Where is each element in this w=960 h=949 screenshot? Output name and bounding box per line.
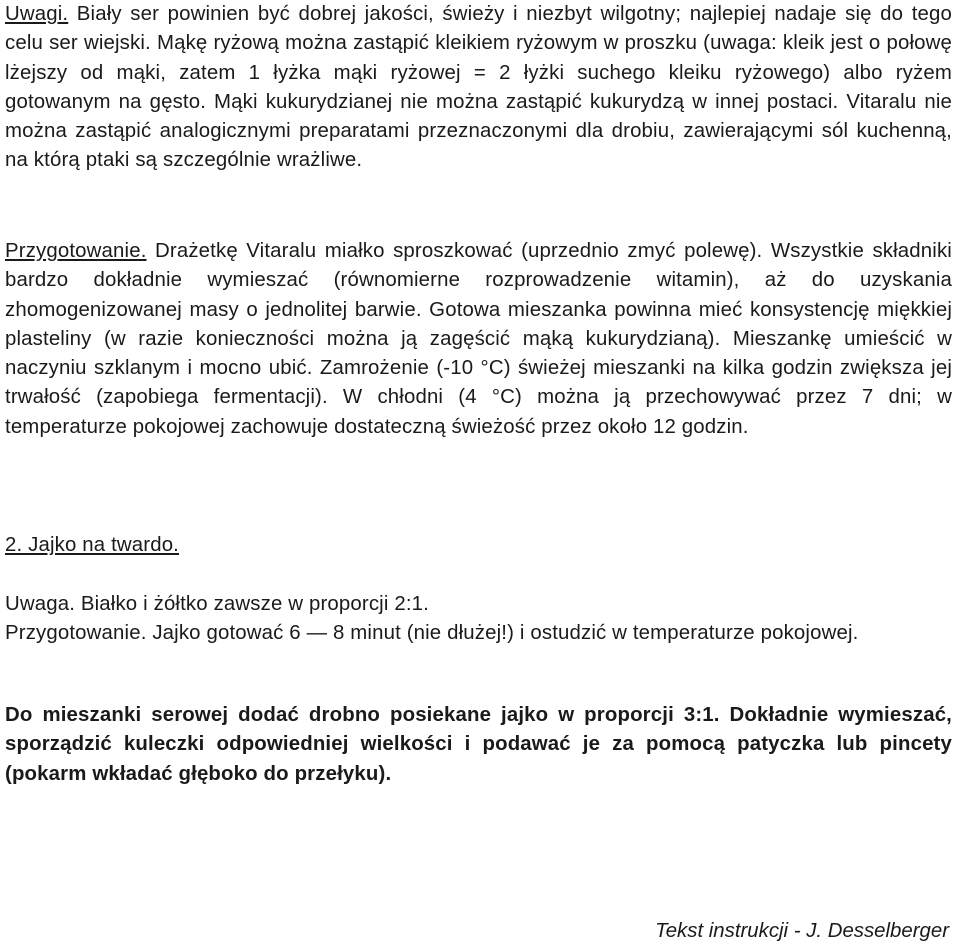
preparation-paragraph — [5, 237, 952, 442]
preparation-text: Drażetkę Vitaralu miałko sproszkować (uprzednio zmyć polewę). Wszystkie składniki bardzo dokładnie wymieszać (równomierne rozprowadzenie witamin), aż do uzyskania zhomogenizowanej masy o jednolitej barwie. Gotowa mieszanka powinna mieć konsystencję miękkiej plasteliny (w razie konieczności można ją zagęścić mąką kukurydzianą). Mieszankę umieścić w naczyniu szklanym i mocno ubić. Zamrożenie (-10 °C) świeżej mieszanki na kilka godzin zwiększa jej trwałość (zapobiega fermentacji). W chłodni (4 °C) można ją przechowywać przez 7 dni; w temperaturze pokojowej zachowuje dostateczną świeżość przez około 12 godzin. — [5, 240, 952, 438]
signature: Tekst instrukcji - J. Desselberger — [655, 920, 949, 942]
egg-note: Uwaga. Białko i żółtko zawsze w proporcji 2:1. — [5, 593, 429, 615]
section-heading-egg: 2. Jajko na twardo. — [5, 534, 179, 556]
notes-label: Uwagi. — [5, 3, 69, 25]
preparation-label: Przygotowanie. — [5, 240, 147, 262]
final-instruction: Do mieszanki serowej dodać drobno posiekane jajko w proporcji 3:1. Dokładnie wymieszać, sporządzić kuleczki odpowiedniej wielkości i podawać je za pomocą patyczka lub pincety (pokarm wkładać głęboko do przełyku). — [5, 704, 952, 785]
egg-section — [5, 590, 858, 649]
notes-text: Biały ser powinien być dobrej jakości, świeży i niezbyt wilgotny; najlepiej nadaje się do tego celu ser wiejski. Mąkę ryżową można zastąpić kleikiem ryżowym w proszku (uwaga: kleik jest o połowę lżejszy od mąki, zatem 1 łyżka mąki ryżowej = 2 łyżki suchego kleiku ryżowego) albo ryżem gotowanym na gęsto. Mąki kukurydzianej nie można zastąpić kukurydzą w innej postaci. Vitaralu nie można zastąpić analogicznymi preparatami przeznaczonymi dla drobiu, zawierającymi sól kuchenną, na którą ptaki są szczególnie wrażliwe. — [5, 3, 952, 172]
notes-paragraph — [5, 0, 952, 176]
egg-preparation: Przygotowanie. Jajko gotować 6 — 8 minut (nie dłużej!) i ostudzić w temperaturze pokojowej. — [5, 622, 859, 645]
